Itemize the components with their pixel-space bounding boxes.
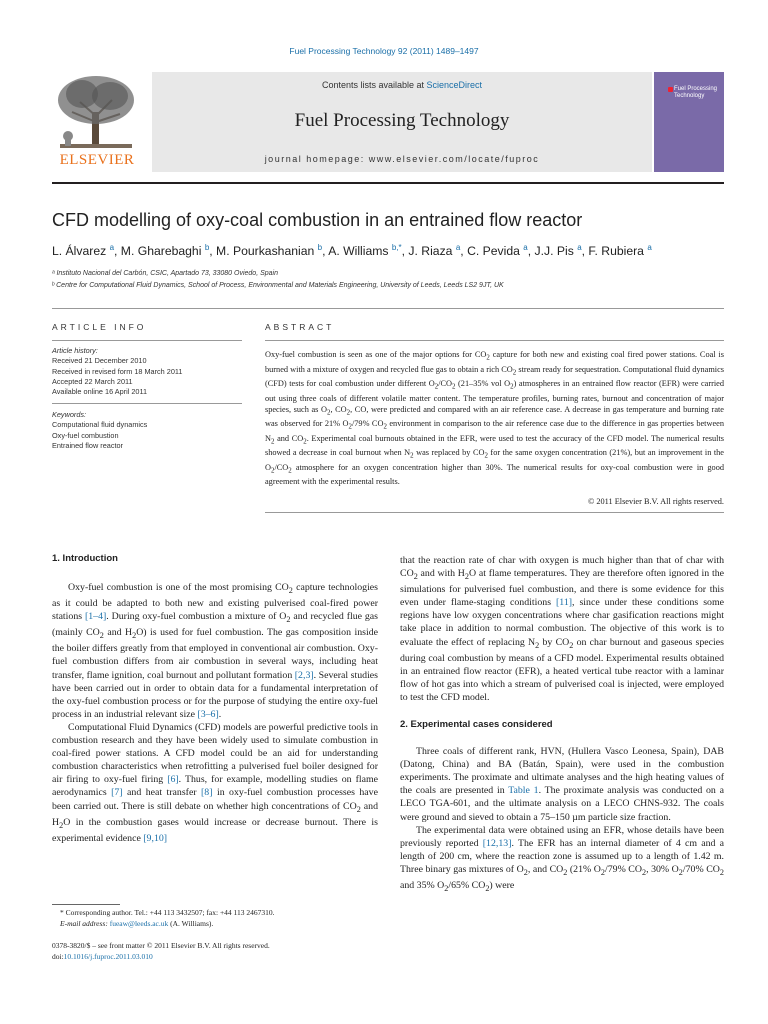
experimental-paragraph: The experimental data were obtained using an EFR, whose details have been previously reported [12,13]. The EFR has an internal diameter of 4 cm and a length of 200 cm, where the reaction zone is assumed up to a length of 1.42 m. Three binary gas mixtures of $O_2$, and $CO_2$ (21% $O_2/79\%$ $CO_2$, 30% $O_2/70\%$ $CO_2$ and 35% $O_2/65\%$ $CO_2$) were bbox=[400, 824, 724, 893]
abstract-text: Oxy-fuel combustion is seen as one of the major options for $CO_2$ capture for both new and existing coal fired power stations. Coal is burned with a mixture of oxygen and recycled flue gas to obtain a rich $CO_2$ stream ready for sequestration. Computational fluid dynamics (CFD) tests for coal combustion under different $O_2/CO_2$ (21–35% vol $O_2$) atmospheres in an entrained flow reactor (EFR) were carried out using three coals of different volatile matter content. The temperature profiles, burning rates, burnout and concentration of major species, such as $O_2$, $CO_2$, CO, were predicted and compared with an air reference case. A decrease in gas temperature and burning rate was observed for 21% $O_2/79\%$ $CO_2$ environment in comparison to the air reference case due to the difference in gas properties between $N_2$ and $CO_2$. Experimental coal burnouts obtained in the EFR, were used to test the accuracy of the CFD model. The numerical results showed a decrease in coal burnout when $N_2$ was replaced by $CO_2$ for the same oxygen concentration (21%), but an improvement in the $O_2/CO_2$ atmosphere for an oxygen concentration higher than 30%. The numerical results for oxy-coal combustion were in good agreement with the experimental results. bbox=[265, 350, 724, 487]
history-label: Article history: bbox=[52, 346, 98, 355]
cover-title: Fuel Processing Technology bbox=[674, 86, 718, 99]
journal-cover-image bbox=[654, 72, 724, 172]
author-email-link[interactable]: fueaw@leeds.ac.uk bbox=[109, 918, 169, 928]
article-info-rule bbox=[52, 340, 242, 341]
affiliation-b: ᵇ Centre for Computational Fluid Dynamics, School of Process, Environmental and Materials Engineering, University of Leeds, Leeds LS2 9JT, UK bbox=[52, 282, 504, 289]
footnote-rule bbox=[52, 904, 120, 905]
history-online: Available online 16 April 2011 bbox=[52, 387, 148, 397]
intro-paragraph: Computational Fluid Dynamics (CFD) models are powerful predictive tools in combustion research and they have been widely used to simulate combustion in coal-fired power stations. A CFD model could be an aid for understanding combustion characteristics when retrofitting a pulverised fuel boiler designed for air firing to oxy-fuel firing [6]. Thus, for example, modelling studies on flame aerodynamics [7] and heat transfer [8] in oxy-fuel combustion processes have been carried out. There is still debate on whether high concentrations of $CO_2$ and $H_2O$ in the combustion gases would increase or decrease burnout. There is experimental evidence [9,10] bbox=[52, 721, 378, 844]
journal-title: Fuel Processing Technology bbox=[294, 110, 510, 131]
abstract-heading: ABSTRACT bbox=[265, 322, 335, 332]
section-heading-introduction: 1. Introduction bbox=[52, 553, 118, 564]
keyword-item: Entrained flow reactor bbox=[52, 440, 123, 450]
contents-prefix: Contents lists available at bbox=[321, 80, 427, 90]
header-rule bbox=[52, 182, 724, 184]
contents-line bbox=[152, 80, 652, 90]
history-accepted: Accepted 22 March 2011 bbox=[52, 376, 133, 386]
issn-doi-notes bbox=[52, 940, 382, 962]
journal-homepage[interactable]: journal homepage: www.elsevier.com/locate/fuproc bbox=[264, 154, 540, 164]
sciencedirect-link[interactable]: ScienceDirect bbox=[426, 80, 483, 90]
copyright-line: © 2011 Elsevier B.V. All rights reserved. bbox=[587, 497, 724, 506]
intro-paragraph-continued: that the reaction rate of char with oxygen is much higher than that of char with $CO_2$ and with $H_2O$ at flame temperatures. They are therefore often ignored in the simulations for pulverised fuel combustion, and there is some evidence for this even under flame-staging conditions [11], since under these conditions some regions have low oxygen concentrations where char gasification reactions might take place in addition to normal combustion. The objective of this work is to evaluate the effect of replacing $N_2$ by $CO_2$ on char burnout and gaseous species during coal combustion by means of a CFD model. Experimental results obtained in an entrained flow reactor (EFR), a heated vertical tube reactor with a laminar flow of hot gas into which a stream of pulverised coal is injected, were employed to test the CFD model. bbox=[400, 555, 724, 703]
doi-link[interactable]: 10.1016/j.fuproc.2011.03.010 bbox=[63, 952, 153, 961]
section-rule bbox=[52, 308, 724, 309]
affiliation-a: ᵃ Instituto Nacional del Carbón, CSIC, Apartado 73, 33080 Oviedo, Spain bbox=[52, 270, 278, 277]
journal-masthead bbox=[52, 72, 724, 180]
publisher-name: ELSEVIER bbox=[59, 152, 135, 168]
right-column bbox=[400, 554, 724, 895]
article-title: CFD modelling of oxy-coal combustion in an entrained flow reactor bbox=[52, 210, 583, 230]
doi-label: doi: bbox=[52, 952, 64, 961]
intro-paragraph: Oxy-fuel combustion is one of the most promising $CO_2$ capture technologies as it could be adapted to both new and existing pulverised coal-fired power stations [1–4]. During oxy-fuel combustion a mixture of $O_2$ and recycled flue gas (mainly $CO_2$ and $H_2O$) is used for fuel combustion. The gas composition inside the boiler differs greatly from that employed in conventional air combustion. Oxy-fuel combustion differs from air combustion in several ways, including heat transfer, flame ignition, coal burnout and pollutant formation [2,3]. Several studies have been carried out in order to obtain data for a fundamental interpretation of the oxy-fuel combustion process or for the purpose of studying the entire oxy-fuel process in an industrial relevant size [3–6]. bbox=[52, 582, 379, 720]
article-history bbox=[52, 346, 252, 397]
article-info-heading: ARTICLE INFO bbox=[52, 322, 147, 332]
keyword-item: Oxy-fuel combustion bbox=[52, 430, 119, 440]
history-revised: Received in revised form 18 March 2011 bbox=[52, 366, 183, 376]
corresponding-author: * Corresponding author. Tel.: +44 113 3432507; fax: +44 113 2467310. bbox=[60, 908, 275, 917]
keyword-item: Computational fluid dynamics bbox=[52, 420, 148, 430]
section-heading-experimental: 2. Experimental cases considered bbox=[400, 718, 553, 730]
left-column bbox=[52, 552, 378, 845]
corresponding-author-footnote bbox=[52, 908, 382, 929]
email-owner: (A. Williams). bbox=[170, 918, 214, 928]
experimental-paragraph: Three coals of different rank, HVN, (Hullera Vasco Leonesa, Spain), DAB (Datong, China) and BA (Batán, Spain), were used in the combustion experiments. The proximate and ultimate analyses and the high heating values of the coals are presented in Table 1. The proximate analysis was conducted on a LECO TGA-601, and the ultimate analysis on a LECO CHNS-932. The coals were ground and sieved to obtain a 75–150 µm particle size fraction. bbox=[400, 746, 724, 823]
journal-reference[interactable]: Fuel Processing Technology 92 (2011) 1489–1497 bbox=[289, 46, 479, 56]
history-received: Received 21 December 2010 bbox=[52, 356, 147, 366]
email-label: E-mail address: bbox=[60, 918, 108, 928]
keywords bbox=[52, 410, 252, 451]
abstract-rule bbox=[265, 340, 724, 341]
issn-line: 0378-3820/$ – see front matter © 2011 Elsevier B.V. All rights reserved. bbox=[52, 941, 270, 950]
cover-logo-icon bbox=[668, 87, 673, 92]
keywords-label: Keywords: bbox=[52, 410, 87, 419]
keywords-rule bbox=[52, 403, 242, 404]
author-list: L. Álvarez $^a$, M. Gharebaghi $^b$, M. Pourkashanian $^b$, A. Williams $^{b,*}$, J. Riaza $^a$, C. Pevida $^a$, J.J. Pis $^a$, F. Rubiera $^a$ bbox=[52, 243, 652, 259]
abstract-bottom-rule bbox=[265, 512, 724, 513]
